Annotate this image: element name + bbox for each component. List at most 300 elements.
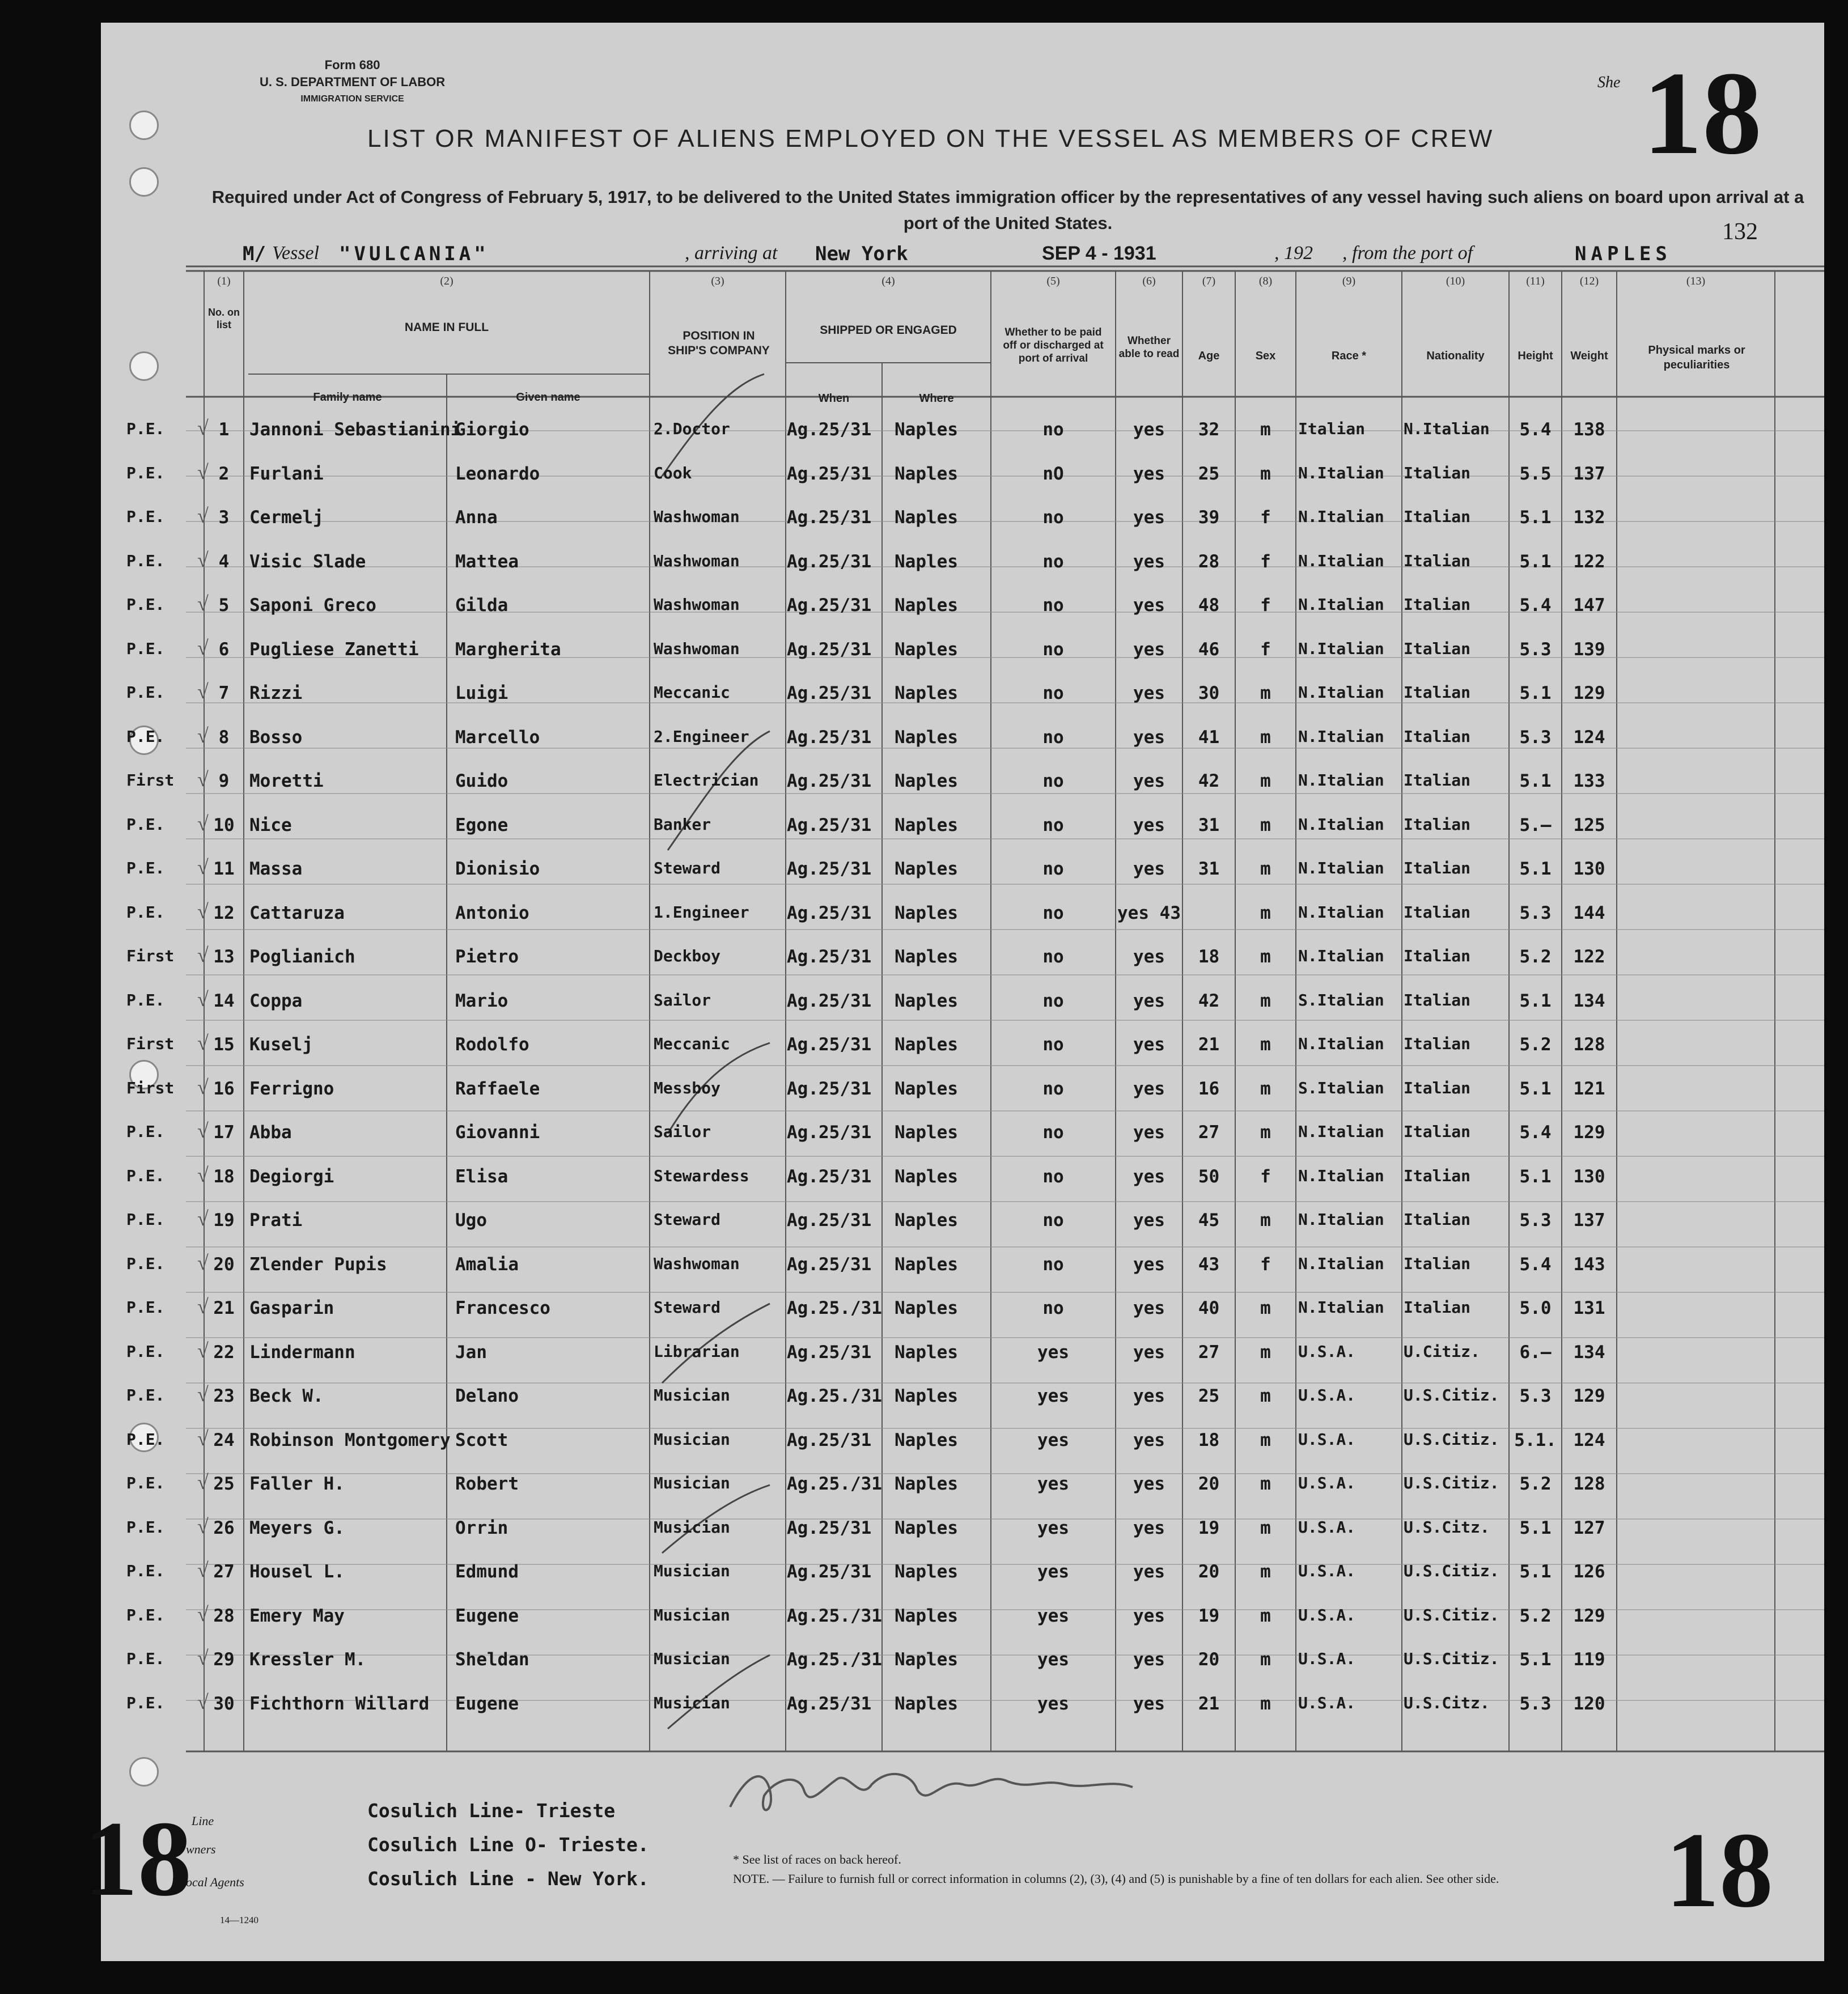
weight-cell: 119 bbox=[1573, 1649, 1605, 1670]
race-cell: N.Italian bbox=[1298, 814, 1384, 834]
shipped-when-cell: Ag.25./31 bbox=[787, 1649, 882, 1670]
header-age: Age bbox=[1198, 350, 1220, 362]
shipped-when-cell: Ag.25/31 bbox=[787, 551, 872, 572]
nationality-cell: Italian bbox=[1404, 463, 1471, 482]
list-number-cell: 1 bbox=[218, 419, 230, 440]
position-cell: Washwoman bbox=[654, 1254, 740, 1273]
height-cell: 5.2 bbox=[1519, 1605, 1552, 1626]
shipped-when-cell: Ag.25/31 bbox=[787, 727, 872, 748]
position-cell: Musician bbox=[654, 1517, 730, 1537]
sex-cell: f bbox=[1260, 551, 1271, 572]
list-number-cell: 23 bbox=[213, 1386, 235, 1406]
nationality-cell: Italian bbox=[1404, 1254, 1471, 1273]
status-cell: P.E. bbox=[126, 1562, 165, 1580]
check-mark-icon: √ bbox=[197, 1690, 209, 1713]
given-name-cell: Rodolfo bbox=[455, 1034, 529, 1055]
given-name-cell: Orrin bbox=[455, 1517, 508, 1538]
weight-cell: 143 bbox=[1573, 1254, 1605, 1275]
age-cell: 16 bbox=[1198, 1078, 1220, 1099]
sex-cell: m bbox=[1260, 814, 1271, 835]
owners-label: wners bbox=[186, 1842, 216, 1856]
given-name-cell: Giorgio bbox=[455, 419, 529, 440]
sex-cell: m bbox=[1260, 1693, 1271, 1714]
list-number-cell: 12 bbox=[213, 902, 235, 923]
sex-cell: m bbox=[1260, 1605, 1271, 1626]
able-to-read-cell: yes bbox=[1133, 1254, 1165, 1275]
shipped-where-cell: Naples bbox=[895, 859, 958, 879]
age-cell: 48 bbox=[1198, 595, 1220, 616]
age-cell: 19 bbox=[1198, 1605, 1220, 1626]
shipped-where-cell: Naples bbox=[895, 727, 958, 748]
list-number-cell: 6 bbox=[218, 639, 230, 660]
shipped-when-cell: Ag.25/31 bbox=[787, 1034, 872, 1055]
header-height: Height bbox=[1518, 350, 1553, 362]
shipped-where-cell: Naples bbox=[895, 1210, 958, 1231]
weight-cell: 122 bbox=[1573, 551, 1605, 572]
paid-off-cell: yes bbox=[1037, 1649, 1069, 1670]
check-mark-icon: √ bbox=[197, 1207, 209, 1230]
header-paid-off: Whether to be paid off or discharged at port of arrival bbox=[1003, 326, 1104, 364]
nationality-cell: Italian bbox=[1404, 771, 1471, 790]
check-mark-icon: √ bbox=[197, 460, 209, 483]
sheet-number-stamp-left: 18 bbox=[84, 1800, 192, 1919]
paid-off-cell: yes bbox=[1037, 1429, 1069, 1450]
family-name-cell: Poglianich bbox=[249, 947, 355, 967]
status-cell: P.E. bbox=[126, 551, 165, 570]
col-number: (1) bbox=[217, 275, 231, 287]
nationality-cell: Italian bbox=[1404, 1298, 1471, 1317]
position-cell: Musician bbox=[654, 1562, 730, 1580]
shipped-where-cell: Naples bbox=[895, 1605, 958, 1626]
race-cell: N.Italian bbox=[1298, 1166, 1384, 1185]
from-port-label: , from the port of bbox=[1342, 243, 1473, 264]
paid-off-cell: yes bbox=[1037, 1474, 1069, 1494]
able-to-read-cell: yes bbox=[1133, 727, 1165, 748]
given-name-cell: Elisa bbox=[455, 1166, 508, 1187]
paid-off-cell: no bbox=[1042, 1078, 1064, 1099]
status-cell: P.E. bbox=[126, 595, 165, 614]
given-name-cell: Mattea bbox=[455, 551, 519, 572]
age-cell: 20 bbox=[1198, 1474, 1220, 1494]
weight-cell: 129 bbox=[1573, 1386, 1605, 1406]
check-mark-icon: √ bbox=[197, 1339, 209, 1362]
vessel-line bbox=[169, 243, 1813, 277]
height-cell: 5.— bbox=[1519, 814, 1552, 835]
weight-cell: 121 bbox=[1573, 1078, 1605, 1099]
race-cell: U.S.A. bbox=[1298, 1342, 1356, 1361]
list-number-cell: 5 bbox=[218, 595, 230, 616]
status-cell: First bbox=[126, 1034, 175, 1053]
able-to-read-cell: yes bbox=[1133, 1298, 1165, 1318]
position-cell: Librarian bbox=[654, 1342, 740, 1361]
shipped-where-cell: Naples bbox=[895, 507, 958, 528]
list-number-cell: 8 bbox=[218, 727, 230, 748]
given-name-cell: Leonardo bbox=[455, 463, 540, 484]
nationality-cell: Italian bbox=[1404, 551, 1471, 570]
age-cell: 19 bbox=[1198, 1517, 1220, 1538]
sex-cell: m bbox=[1260, 1386, 1271, 1406]
position-cell: Meccanic bbox=[654, 1034, 730, 1053]
nationality-cell: Italian bbox=[1404, 1122, 1471, 1141]
check-mark-icon: √ bbox=[197, 856, 209, 879]
height-cell: 5.2 bbox=[1519, 1474, 1552, 1494]
race-cell: U.S.A. bbox=[1298, 1429, 1356, 1449]
paid-off-cell: no bbox=[1042, 727, 1064, 748]
sex-cell: m bbox=[1260, 947, 1271, 967]
family-name-cell: Massa bbox=[249, 859, 303, 879]
status-cell: P.E. bbox=[126, 990, 165, 1009]
weight-cell: 137 bbox=[1573, 463, 1605, 484]
able-to-read-cell: yes bbox=[1133, 859, 1165, 879]
status-cell: P.E. bbox=[126, 1210, 165, 1229]
given-name-cell: Guido bbox=[455, 771, 508, 791]
height-cell: 5.1 bbox=[1519, 990, 1552, 1011]
given-name-cell: Robert bbox=[455, 1474, 519, 1494]
check-mark-icon: √ bbox=[197, 417, 209, 439]
col-number: (6) bbox=[1142, 275, 1156, 287]
agents-label: ocal Agents bbox=[186, 1875, 244, 1889]
check-mark-icon: √ bbox=[197, 680, 209, 703]
height-cell: 5.1 bbox=[1519, 1078, 1552, 1099]
paid-off-cell: nO bbox=[1042, 463, 1064, 484]
nationality-cell: N.Italian bbox=[1404, 419, 1490, 438]
sex-cell: m bbox=[1260, 419, 1271, 440]
owners-value: Cosulich Line O- Trieste. bbox=[367, 1834, 649, 1856]
race-cell: U.S.A. bbox=[1298, 1649, 1356, 1668]
header-given-name: Given name bbox=[516, 391, 580, 404]
able-to-read-cell: yes bbox=[1133, 1605, 1165, 1626]
status-cell: P.E. bbox=[126, 902, 165, 922]
nationality-cell: U.S.Citz. bbox=[1404, 1517, 1490, 1537]
status-cell: First bbox=[126, 947, 175, 965]
handwritten-signature bbox=[724, 1756, 1155, 1826]
sex-cell: f bbox=[1260, 507, 1271, 528]
list-number-cell: 9 bbox=[218, 771, 230, 791]
check-mark-icon: √ bbox=[197, 1119, 209, 1142]
age-cell: 31 bbox=[1198, 814, 1220, 835]
shipped-when-cell: Ag.25/31 bbox=[787, 1122, 872, 1143]
sex-cell: m bbox=[1260, 1034, 1271, 1055]
given-name-cell: Eugene bbox=[455, 1605, 519, 1626]
family-name-cell: Nice bbox=[249, 814, 292, 835]
race-cell: N.Italian bbox=[1298, 683, 1384, 702]
shipped-where-cell: Naples bbox=[895, 814, 958, 835]
able-to-read-cell: yes bbox=[1133, 1386, 1165, 1406]
position-cell: Banker bbox=[654, 814, 711, 834]
shipped-where-cell: Naples bbox=[895, 771, 958, 791]
family-name-cell: Abba bbox=[249, 1122, 292, 1143]
given-name-cell: Marcello bbox=[455, 727, 540, 748]
status-cell: P.E. bbox=[126, 727, 165, 746]
paid-off-cell: no bbox=[1042, 507, 1064, 528]
age-cell: 43 bbox=[1198, 1254, 1220, 1275]
status-cell: P.E. bbox=[126, 1298, 165, 1317]
shipped-where-cell: Naples bbox=[895, 1034, 958, 1055]
position-cell: Stewardess bbox=[654, 1166, 749, 1185]
shipped-where-cell: Naples bbox=[895, 1693, 958, 1714]
shipped-when-cell: Ag.25/31 bbox=[787, 1517, 872, 1538]
sex-cell: m bbox=[1260, 771, 1271, 791]
sex-cell: m bbox=[1260, 727, 1271, 748]
given-name-cell: Delano bbox=[455, 1386, 519, 1406]
check-mark-icon: √ bbox=[197, 1647, 209, 1669]
status-cell: P.E. bbox=[126, 1517, 165, 1537]
nationality-cell: Italian bbox=[1404, 902, 1471, 922]
shipped-when-cell: Ag.25/31 bbox=[787, 683, 872, 703]
position-cell: 2.Engineer bbox=[654, 727, 749, 746]
vessel-label: Vessel bbox=[272, 243, 320, 264]
form-code: 14—1240 bbox=[220, 1915, 258, 1925]
height-cell: 5.2 bbox=[1519, 1034, 1552, 1055]
nationality-cell: Italian bbox=[1404, 947, 1471, 965]
check-mark-icon: √ bbox=[197, 1427, 209, 1450]
paid-off-cell: no bbox=[1042, 683, 1064, 703]
nationality-cell: U.S.Citz. bbox=[1404, 1693, 1490, 1712]
status-cell: P.E. bbox=[126, 507, 165, 526]
paid-off-cell: no bbox=[1042, 1166, 1064, 1187]
shipped-when-cell: Ag.25/31 bbox=[787, 771, 872, 791]
shipped-when-cell: Ag.25/31 bbox=[787, 463, 872, 484]
family-name-cell: Saponi Greco bbox=[249, 595, 376, 616]
age-cell: 21 bbox=[1198, 1034, 1220, 1055]
check-mark-icon: √ bbox=[197, 768, 209, 791]
height-cell: 5.1 bbox=[1519, 551, 1552, 572]
nationality-cell: Italian bbox=[1404, 639, 1471, 658]
weight-cell: 139 bbox=[1573, 639, 1605, 660]
family-name-cell: Jannoni Sebastianini bbox=[249, 419, 461, 440]
weight-cell: 127 bbox=[1573, 1517, 1605, 1538]
age-cell: 25 bbox=[1198, 1386, 1220, 1406]
check-mark-icon: √ bbox=[197, 636, 209, 659]
paid-off-cell: no bbox=[1042, 1254, 1064, 1275]
height-cell: 5.4 bbox=[1519, 1122, 1552, 1143]
check-mark-icon: √ bbox=[197, 1559, 209, 1581]
given-name-cell: Dionisio bbox=[455, 859, 540, 879]
given-name-cell: Giovanni bbox=[455, 1122, 540, 1143]
race-cell: U.S.A. bbox=[1298, 1474, 1356, 1492]
family-name-cell: Bosso bbox=[249, 727, 303, 748]
race-cell: N.Italian bbox=[1298, 1254, 1384, 1273]
position-cell: Sailor bbox=[654, 990, 711, 1009]
given-name-cell: Amalia bbox=[455, 1254, 519, 1275]
weight-cell: 147 bbox=[1573, 595, 1605, 616]
shipped-when-cell: Ag.25./31 bbox=[787, 1474, 882, 1494]
sex-cell: m bbox=[1260, 683, 1271, 703]
family-name-cell: Ferrigno bbox=[249, 1078, 334, 1099]
list-number-cell: 28 bbox=[213, 1605, 235, 1626]
punch-hole bbox=[129, 167, 159, 197]
nationality-cell: Italian bbox=[1404, 814, 1471, 834]
shipped-when-cell: Ag.25/31 bbox=[787, 1562, 872, 1582]
check-mark-icon: √ bbox=[197, 1163, 209, 1186]
shipped-when-cell: Ag.25/31 bbox=[787, 595, 872, 616]
weight-cell: 120 bbox=[1573, 1693, 1605, 1714]
given-name-cell: Eugene bbox=[455, 1693, 519, 1714]
paid-off-cell: no bbox=[1042, 1122, 1064, 1143]
shipped-where-cell: Naples bbox=[895, 1562, 958, 1582]
age-cell: 20 bbox=[1198, 1649, 1220, 1670]
header-able-to-read: Whether able to read bbox=[1118, 335, 1180, 360]
sex-cell: m bbox=[1260, 1474, 1271, 1494]
able-to-read-cell: yes bbox=[1133, 419, 1165, 440]
shipped-when-cell: Ag.25./31 bbox=[787, 1386, 882, 1406]
header-sex: Sex bbox=[1255, 350, 1276, 362]
check-mark-icon: √ bbox=[197, 1075, 209, 1098]
nationality-cell: Italian bbox=[1404, 507, 1471, 526]
age-cell: 25 bbox=[1198, 463, 1220, 484]
header-family-name: Family name bbox=[313, 391, 382, 404]
given-name-cell: Raffaele bbox=[455, 1078, 540, 1099]
position-cell: 2.Doctor bbox=[654, 419, 730, 438]
punch-hole bbox=[129, 351, 159, 381]
position-cell: Steward bbox=[654, 1298, 721, 1317]
check-mark-icon: √ bbox=[197, 592, 209, 615]
page-number: 132 bbox=[1722, 219, 1758, 245]
status-cell: P.E. bbox=[126, 859, 165, 877]
position-cell: Messboy bbox=[654, 1078, 721, 1097]
height-cell: 5.4 bbox=[1519, 1254, 1552, 1275]
nationality-cell: Italian bbox=[1404, 1078, 1471, 1097]
race-cell: N.Italian bbox=[1298, 771, 1384, 790]
nationality-cell: Italian bbox=[1404, 683, 1471, 702]
check-mark-icon: √ bbox=[197, 1514, 209, 1538]
weight-cell: 137 bbox=[1573, 1210, 1605, 1231]
col-number: (11) bbox=[1526, 275, 1545, 287]
given-name-cell: Anna bbox=[455, 507, 498, 528]
shipped-where-cell: Naples bbox=[895, 1254, 958, 1275]
paid-off-cell: no bbox=[1042, 1034, 1064, 1055]
family-name-cell: Rizzi bbox=[249, 683, 303, 703]
arriving-label: , arriving at bbox=[685, 243, 778, 264]
sex-cell: m bbox=[1260, 1562, 1271, 1582]
nationality-cell: U.S.Citiz. bbox=[1404, 1386, 1499, 1405]
given-name-cell: Antonio bbox=[455, 902, 529, 923]
departure-port: NAPLES bbox=[1575, 243, 1672, 265]
col-number: (8) bbox=[1258, 275, 1273, 287]
age-cell: 42 bbox=[1198, 990, 1220, 1011]
weight-cell: 131 bbox=[1573, 1298, 1605, 1318]
race-cell: N.Italian bbox=[1298, 1034, 1384, 1053]
height-cell: 5.3 bbox=[1519, 1693, 1552, 1714]
header-nationality: Nationality bbox=[1426, 350, 1485, 362]
able-to-read-cell: yes bbox=[1133, 1034, 1165, 1055]
paid-off-cell: yes bbox=[1037, 1386, 1069, 1406]
position-cell: Meccanic bbox=[654, 683, 730, 702]
height-cell: 6.— bbox=[1519, 1342, 1552, 1363]
age-cell: 20 bbox=[1198, 1562, 1220, 1582]
shipped-where-cell: Naples bbox=[895, 1474, 958, 1494]
able-to-read-cell: yes bbox=[1133, 1693, 1165, 1714]
shipped-where-cell: Naples bbox=[895, 990, 958, 1011]
shipped-where-cell: Naples bbox=[895, 1342, 958, 1363]
header-race: Race * bbox=[1331, 350, 1367, 362]
col-number: (7) bbox=[1202, 275, 1216, 287]
nationality-cell: Italian bbox=[1404, 595, 1471, 614]
check-mark-icon: √ bbox=[197, 1295, 209, 1318]
given-name-cell: Ugo bbox=[455, 1210, 487, 1231]
position-cell: Musician bbox=[654, 1386, 730, 1405]
able-to-read-cell: yes bbox=[1133, 1649, 1165, 1670]
nationality-cell: Italian bbox=[1404, 859, 1471, 877]
race-cell: N.Italian bbox=[1298, 1122, 1384, 1141]
race-cell: N.Italian bbox=[1298, 902, 1384, 922]
header-no-on-list: No. on list bbox=[208, 307, 240, 330]
sex-cell: m bbox=[1260, 1298, 1271, 1318]
shipped-where-cell: Naples bbox=[895, 1429, 958, 1450]
list-number-cell: 24 bbox=[213, 1429, 235, 1450]
age-cell: 46 bbox=[1198, 639, 1220, 660]
sex-cell: m bbox=[1260, 1078, 1271, 1099]
sheet-label: She bbox=[1597, 74, 1621, 91]
able-to-read-cell: yes bbox=[1133, 1342, 1165, 1363]
status-cell: P.E. bbox=[126, 1386, 165, 1405]
check-mark-icon: √ bbox=[197, 548, 209, 571]
family-name-cell: Visic Slade bbox=[249, 551, 366, 572]
given-name-cell: Edmund bbox=[455, 1562, 519, 1582]
col-number: (3) bbox=[711, 275, 724, 287]
vessel-prefix: M/ bbox=[243, 243, 266, 265]
race-cell: N.Italian bbox=[1298, 463, 1384, 482]
race-cell: U.S.A. bbox=[1298, 1517, 1356, 1537]
check-mark-icon: √ bbox=[197, 504, 209, 527]
age-cell: 18 bbox=[1198, 947, 1220, 967]
year-label: , 192 bbox=[1274, 243, 1313, 264]
race-cell: U.S.A. bbox=[1298, 1693, 1356, 1712]
check-mark-icon: √ bbox=[197, 944, 209, 966]
list-number-cell: 15 bbox=[213, 1034, 235, 1055]
family-name-cell: Furlani bbox=[249, 463, 324, 484]
family-name-cell: Prati bbox=[249, 1210, 303, 1231]
position-cell: Steward bbox=[654, 859, 721, 877]
paid-off-cell: yes bbox=[1037, 1605, 1069, 1626]
paid-off-cell: yes bbox=[1037, 1693, 1069, 1714]
able-to-read-cell: yes bbox=[1133, 1562, 1165, 1582]
age-cell: 27 bbox=[1198, 1122, 1220, 1143]
height-cell: 5.1 bbox=[1519, 507, 1552, 528]
sex-cell: f bbox=[1260, 1166, 1271, 1187]
list-number-cell: 18 bbox=[213, 1166, 235, 1187]
weight-cell: 128 bbox=[1573, 1474, 1605, 1494]
sex-cell: m bbox=[1260, 990, 1271, 1011]
list-number-cell: 2 bbox=[218, 463, 230, 484]
manifest-sheet bbox=[84, 23, 1824, 1961]
col-number: (10) bbox=[1446, 275, 1465, 287]
nationality-cell: U.S.Citiz. bbox=[1404, 1474, 1499, 1492]
nationality-cell: U.Citiz. bbox=[1404, 1342, 1480, 1361]
shipped-when-cell: Ag.25/31 bbox=[787, 990, 872, 1011]
header-where: Where bbox=[919, 392, 954, 405]
status-cell: P.E. bbox=[126, 814, 165, 834]
list-number-cell: 10 bbox=[213, 814, 235, 835]
shipped-when-cell: Ag.25/31 bbox=[787, 859, 872, 879]
able-to-read-cell: yes bbox=[1133, 595, 1165, 616]
height-cell: 5.1 bbox=[1519, 1562, 1552, 1582]
position-cell: Musician bbox=[654, 1605, 730, 1624]
penalty-note: NOTE. — Failure to furnish full or correct information in columns (2), (3), (4) and (5) is punishable by a fine of ten dollars for each alien. See other side. bbox=[733, 1872, 1499, 1886]
sex-cell: m bbox=[1260, 1210, 1271, 1231]
nationality-cell: U.S.Citiz. bbox=[1404, 1649, 1499, 1668]
sheet-number: 18 bbox=[1643, 48, 1762, 179]
sex-cell: m bbox=[1260, 1517, 1271, 1538]
able-to-read-cell: yes 43 bbox=[1117, 902, 1181, 923]
nationality-cell: U.S.Citiz. bbox=[1404, 1562, 1499, 1580]
header-weight: Weight bbox=[1570, 350, 1608, 362]
check-mark-icon: √ bbox=[197, 987, 209, 1011]
shipped-where-cell: Naples bbox=[895, 1166, 958, 1187]
check-mark-icon: √ bbox=[197, 1471, 209, 1494]
page-subtitle: Required under Act of Congress of February 5, 1917, to be delivered to the United States immigration officer by the representatives of any vessel having such aliens on board upon arrival at a port of the United States. bbox=[211, 187, 1804, 233]
paid-off-cell: no bbox=[1042, 859, 1064, 879]
